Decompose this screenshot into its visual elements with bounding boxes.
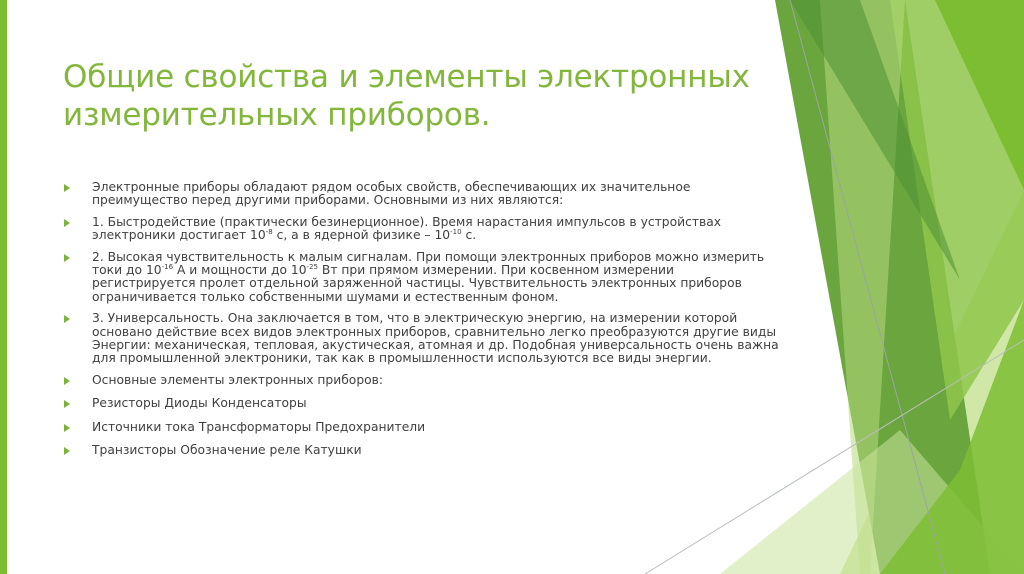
- slide-title-line-1: Общие свойства и элементы электронных: [63, 59, 750, 95]
- list-item-text: [92, 229, 784, 242]
- slide-title-line-2: измерительных приборов.: [63, 97, 491, 133]
- superscript: -10: [450, 228, 462, 237]
- list-item-text: Источники тока Трансформаторы Предохранители: [92, 419, 426, 434]
- superscript: -8: [265, 228, 273, 237]
- list-item-text: 3. Универсальность. Она заключается в том, что в электрическую энергию, на измерении которой: [92, 311, 738, 326]
- list-item: [64, 181, 784, 208]
- text-run: с, а в ядерной физике – 10: [272, 228, 451, 243]
- text-run: А и мощности до 10: [173, 263, 307, 278]
- list-item-text: Энергии: механическая, тепловая, акустическая, атомная и др. Подобная универсальность очень важна: [92, 338, 779, 353]
- list-item: [64, 312, 784, 366]
- list-item-text: преимущество перед другими приборами. Основными из них являются:: [92, 193, 564, 208]
- list-item-text: 2. Высокая чувствительность к малым сигналам. При помощи электронных приборов можно измерить: [92, 249, 765, 264]
- bullet-list: [64, 181, 784, 466]
- list-item-text: регистрируется пролет отдельной заряженной частицы. Чувствительность электронных приборов: [92, 276, 742, 291]
- triangle-right-icon: [64, 377, 70, 385]
- list-item-text: [92, 264, 784, 277]
- list-item: [64, 216, 784, 243]
- triangle-right-icon: [64, 254, 70, 262]
- text-run: электроники достигает 10: [92, 228, 266, 243]
- list-item: [64, 251, 784, 305]
- triangle-right-icon: [64, 219, 70, 227]
- list-item-text: ограничивается только собственными шумами и естественным фоном.: [92, 289, 559, 304]
- list-item: [64, 421, 784, 434]
- triangle-right-icon: [64, 315, 70, 323]
- list-item-text: для промышленной электроники, так как в промышленности используются все виды энергии.: [92, 351, 712, 366]
- text-run: с.: [461, 228, 477, 243]
- text-run: Вт при прямом измерении. При косвенном измерении: [317, 263, 674, 278]
- triangle-right-icon: [64, 447, 70, 455]
- text-run: токи до 10: [92, 263, 162, 278]
- list-item-text: Электронные приборы обладают рядом особых свойств, обеспечивающих их значительное: [92, 180, 691, 194]
- list-item-text: 1. Быстродействие (практически безинерционное). Время нарастания импульсов в устройствах: [92, 214, 722, 229]
- triangle-right-icon: [64, 184, 70, 192]
- list-item-text: основано действие всех видов электронных приборов, сравнительно легко преобразуются другие виды: [92, 324, 777, 339]
- list-item: [64, 397, 784, 410]
- list-item: [64, 374, 784, 387]
- superscript: -16: [161, 263, 174, 272]
- slide-title: [63, 58, 763, 134]
- superscript: -25: [306, 263, 318, 272]
- list-item-text: Транзисторы Обозначение реле Катушки: [92, 443, 362, 458]
- list-item-text: Основные элементы электронных приборов:: [92, 372, 384, 387]
- list-item-text: Резисторы Диоды Конденсаторы: [92, 396, 307, 411]
- triangle-right-icon: [64, 424, 70, 432]
- list-item: [64, 444, 784, 457]
- triangle-right-icon: [64, 400, 70, 408]
